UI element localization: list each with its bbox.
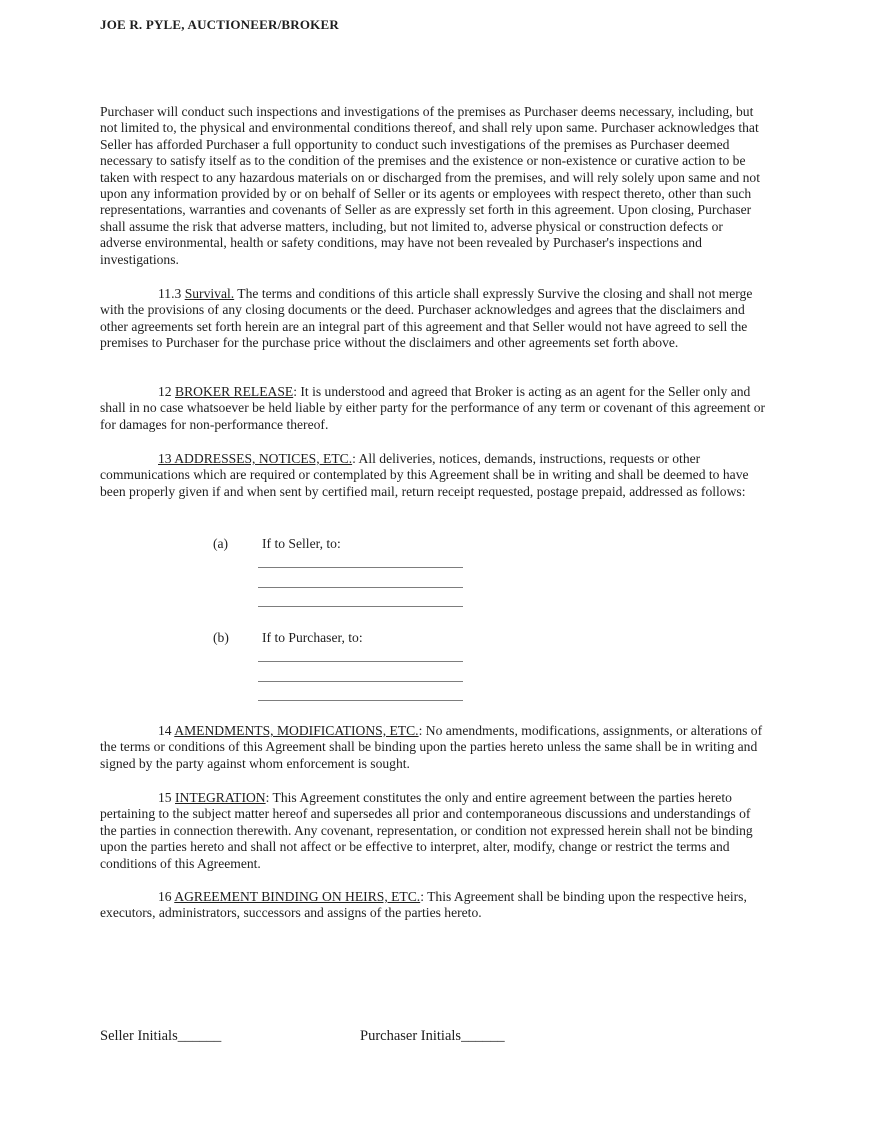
purchaser-initials	[360, 1028, 505, 1044]
section-binding-on-heirs-body: : This Agreement shall be binding upon the respective heirs, executors, administrators, successors and assigns of the parties hereto.	[100, 889, 747, 921]
address-block-purchaser	[100, 630, 766, 701]
address-block-seller	[100, 536, 766, 607]
intro-paragraph-block	[100, 104, 766, 268]
seller-initials-label: Seller Initials	[100, 1028, 178, 1044]
section-broker-release-number: 12	[158, 384, 175, 399]
address-purchaser-label: (b)	[213, 630, 229, 645]
section-survival	[100, 286, 766, 352]
blank-line	[258, 552, 463, 568]
section-survival-body: The terms and conditions of this article shall expressly Survive the closing and shall not merge with the provisions of any closing documents or the deed. Purchaser acknowledges and agrees that the disclaimers and other agreements set forth herein are an integral part of this agreement and that Seller would not have agreed to sell the premises to Purchaser for the purchase price without the disclaimers and other agreements set forth above.	[100, 286, 753, 351]
address-seller-text: If to Seller, to:	[262, 536, 341, 551]
address-seller-blank-lines	[100, 552, 766, 607]
address-purchaser-text: If to Purchaser, to:	[262, 630, 363, 645]
blank-line	[258, 646, 463, 662]
seller-initials	[100, 1028, 221, 1044]
section-amendments-title: AMENDMENTS, MODIFICATIONS, ETC.	[174, 723, 419, 738]
address-seller-label: (a)	[213, 536, 229, 551]
section-amendments	[100, 723, 766, 772]
section-amendments-body: : No amendments, modifications, assignments, or alterations of the terms or conditions of this Agreement shall be binding upon the parties hereto unless the same shall be in writing and signed by the party against whom enforcement is sought.	[100, 723, 763, 771]
section-survival-title: Survival.	[184, 286, 235, 301]
purchaser-initials-blank: ______	[461, 1028, 505, 1044]
section-amendments-number: 14	[158, 723, 175, 738]
section-integration	[100, 790, 766, 872]
intro-paragraph-text: Purchaser will conduct such inspections and investigations of the premises as Purchaser deems necessary, including, but not limited to, the physical and environmental conditions thereof, and shall rely upon same. Purchaser acknowledges that Seller has afforded Purchaser a full opportunity to conduct such investigations of the premises as Purchaser deemed necessary to satisfy itself as to the condition of the premises and the existence or non-existence or curative action to be taken with respect to any hazardous materials on or discharged from the premises, and will rely solely upon same and not upon any information provided by or on behalf of Seller or its agents or employees with respect thereto, other than such representations, warranties and covenants of Seller as are expressly set forth in this agreement. Upon closing, Purchaser shall assume the risk that adverse matters, including, but not limited to, adverse physical or construction defects or adverse environmental, health or safety conditions, may have not been revealed by Purchaser's inspections and investigations.	[100, 104, 760, 267]
blank-line	[258, 588, 463, 608]
section-broker-release-title: BROKER RELEASE	[175, 384, 294, 399]
section-broker-release	[100, 384, 766, 433]
section-addresses-notices-title: 13 ADDRESSES, NOTICES, ETC.	[158, 451, 353, 466]
broker-header: JOE R. PYLE, AUCTIONEER/BROKER	[100, 17, 339, 32]
section-addresses-notices-body: : All deliveries, notices, demands, instructions, requests or other communications which are required or contemplated by this Agreement shall be in writing and shall be deemed to have been properly given if and when sent by certified mail, return receipt requested, postage prepaid, addressed as follows:	[100, 451, 749, 499]
section-broker-release-body: : It is understood and agreed that Broker is acting as an agent for the Seller only and shall in no case whatsoever be held liable by either party for the performance of any term or covenant of this agreement or for damages for non-performance thereof.	[100, 384, 766, 432]
section-integration-title: INTEGRATION	[175, 790, 266, 805]
purchaser-initials-label: Purchaser Initials	[360, 1028, 462, 1044]
section-binding-on-heirs-title: AGREEMENT BINDING ON HEIRS, ETC.	[174, 889, 421, 904]
section-addresses-notices	[100, 451, 766, 500]
section-survival-number: 11.3	[158, 286, 185, 301]
blank-line	[258, 568, 463, 588]
section-binding-on-heirs	[100, 889, 766, 922]
section-integration-number: 15	[158, 790, 175, 805]
seller-initials-blank: ______	[177, 1028, 222, 1044]
section-integration-body: : This Agreement constitutes the only and entire agreement between the parties hereto pertaining to the subject matter hereof and supersedes all prior and contemporaneous discussions and understandings of the parties in connection therewith. Any covenant, representation, or condition not expressed herein shall not be binding upon the parties hereto and shall not affect or be effective to interpret, alter, modify, change or restrict the terms and conditions of this Agreement.	[100, 790, 753, 871]
blank-line	[258, 662, 463, 682]
section-binding-on-heirs-number: 16	[158, 889, 175, 904]
address-purchaser-blank-lines	[100, 646, 766, 701]
blank-line	[258, 682, 463, 702]
